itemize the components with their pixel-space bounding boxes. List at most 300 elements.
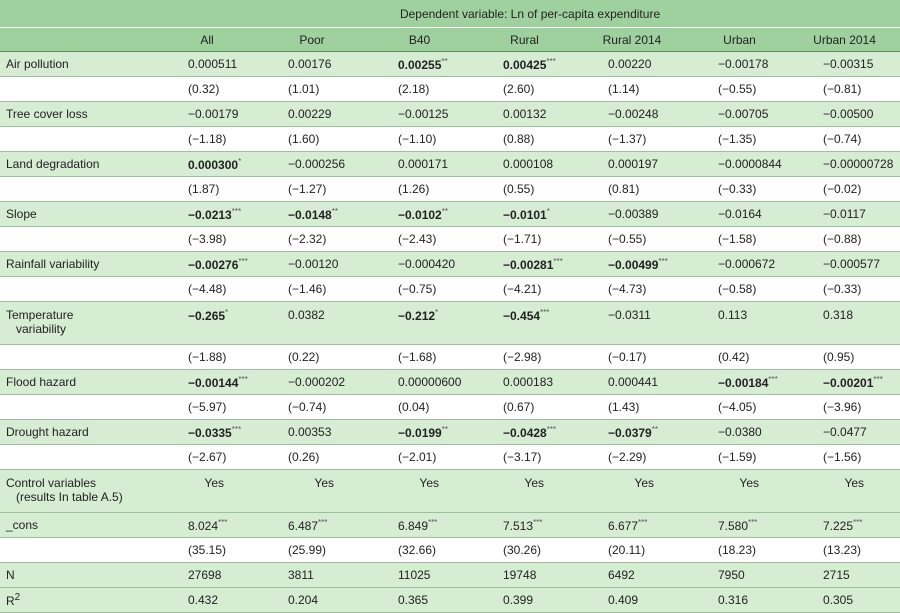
coefficient-cell — [580, 52, 690, 77]
r-squared-cell: 0.399 — [475, 588, 580, 613]
coefficient-row — [0, 370, 900, 395]
coefficient-value: −0.454 — [503, 309, 541, 323]
coefficient-value: −0.0477 — [823, 425, 867, 439]
coefficient-cell — [690, 52, 795, 77]
t-stat-cell: (−4.21) — [475, 277, 580, 302]
coefficient-value: −0.00179 — [188, 107, 239, 121]
coefficient-value: −0.0148 — [288, 207, 332, 222]
t-stat-row — [0, 538, 900, 563]
coefficient-cell — [795, 152, 900, 177]
t-stat-cell: (−1.88) — [160, 345, 260, 370]
t-stat-cell: (−4.05) — [690, 395, 795, 420]
t-stat-cell: (−1.71) — [475, 227, 580, 252]
t-stat-cell: (0.88) — [475, 127, 580, 152]
significance-stars: ** — [441, 424, 448, 434]
control-variables-row — [0, 470, 900, 513]
coefficient-value: −0.0199 — [398, 425, 442, 440]
coefficient-cell — [370, 52, 475, 77]
coefficient-value: 0.000441 — [608, 375, 659, 389]
t-stat-blank — [0, 345, 160, 370]
significance-stars: *** — [231, 424, 242, 434]
coefficient-cell — [580, 513, 690, 538]
observations-cell: 2715 — [795, 563, 900, 588]
coefficient-value: −0.000420 — [398, 257, 456, 271]
t-stat-cell: (25.99) — [260, 538, 370, 563]
t-stat-cell: (−2.32) — [260, 227, 370, 252]
coefficient-value: 6.487 — [288, 518, 319, 533]
r-squared-cell: 0.305 — [795, 588, 900, 613]
column-header-rural: Rural — [475, 28, 580, 52]
row-label-text: Slope — [6, 207, 37, 221]
t-stat-cell: (1.01) — [260, 77, 370, 102]
t-stat-cell: (−3.96) — [795, 395, 900, 420]
coefficient-cell — [260, 252, 370, 277]
coefficient-value: −0.0380 — [718, 425, 762, 439]
coefficient-cell — [795, 513, 900, 538]
t-stat-cell: (0.26) — [260, 445, 370, 470]
coefficient-cell — [795, 52, 900, 77]
observations-row — [0, 563, 900, 588]
coefficient-cell — [475, 302, 580, 345]
t-stat-cell: (−4.48) — [160, 277, 260, 302]
coefficient-value: −0.00184 — [718, 375, 769, 390]
row-label-text: Rainfall variability — [6, 257, 100, 271]
row-label-text: Tree cover loss — [6, 107, 88, 121]
dependent-variable-heading: Dependent variable: Ln of per-capita expenditure — [160, 0, 900, 28]
coefficient-value: −0.00499 — [608, 257, 659, 272]
t-stat-row — [0, 277, 900, 302]
coefficient-value: 0.113 — [718, 308, 748, 322]
column-header-poor: Poor — [260, 28, 370, 52]
t-stat-cell: (30.26) — [475, 538, 580, 563]
t-stat-cell: (0.81) — [580, 177, 690, 202]
observations-cell: 3811 — [260, 563, 370, 588]
coefficient-cell — [475, 202, 580, 227]
coefficient-value: 0.00255 — [398, 57, 442, 72]
coefficient-cell — [690, 102, 795, 127]
coefficient-cell — [475, 370, 580, 395]
coefficient-cell — [370, 420, 475, 445]
t-stat-cell: (13.23) — [795, 538, 900, 563]
coefficient-cell — [370, 513, 475, 538]
observations-cell: 7950 — [690, 563, 795, 588]
t-stat-cell: (−3.17) — [475, 445, 580, 470]
significance-stars: *** — [546, 56, 556, 66]
t-stat-cell: (−1.56) — [795, 445, 900, 470]
row-label-note: (results In table A.5) — [16, 490, 123, 504]
coefficient-value: −0.00281 — [503, 257, 554, 272]
coefficient-cell — [475, 252, 580, 277]
row-label-text: Control variables — [6, 476, 97, 490]
column-header-all: All — [160, 28, 260, 52]
coefficient-value: −0.0102 — [398, 207, 442, 222]
coefficient-cell — [160, 252, 260, 277]
coefficient-cell — [475, 420, 580, 445]
coefficient-cell — [160, 513, 260, 538]
coefficient-cell — [370, 252, 475, 277]
row-label — [0, 252, 160, 277]
observations-cell: 6492 — [580, 563, 690, 588]
significance-stars: * — [238, 156, 242, 166]
significance-stars: *** — [546, 424, 557, 434]
r-squared-cell: 0.204 — [260, 588, 370, 613]
coefficient-value: −0.0335 — [188, 425, 232, 440]
coefficient-value: −0.00500 — [823, 107, 874, 121]
significance-stars: *** — [748, 517, 758, 527]
significance-stars: *** — [638, 517, 648, 527]
coefficient-value: 6.677 — [608, 518, 639, 533]
coefficient-value: 0.00176 — [288, 57, 332, 71]
coefficient-value: 0.00132 — [503, 107, 547, 121]
t-stat-cell: (−0.55) — [580, 227, 690, 252]
coefficient-value: −0.0000844 — [718, 157, 782, 171]
coefficient-cell — [580, 202, 690, 227]
significance-stars: *** — [533, 517, 543, 527]
t-stat-cell: (−2.01) — [370, 445, 475, 470]
coefficient-cell — [370, 302, 475, 345]
control-flag-cell: Yes — [580, 470, 690, 513]
t-stat-cell: (1.43) — [580, 395, 690, 420]
coefficient-cell — [160, 420, 260, 445]
t-stat-cell: (−0.17) — [580, 345, 690, 370]
coefficient-cell — [370, 202, 475, 227]
t-stat-blank — [0, 127, 160, 152]
constant-row — [0, 513, 900, 538]
t-stat-cell: (−1.18) — [160, 127, 260, 152]
row-label-text: Land degradation — [6, 157, 100, 171]
t-stat-blank — [0, 445, 160, 470]
coefficient-value: 0.000197 — [608, 157, 659, 171]
t-stat-cell: (−1.37) — [580, 127, 690, 152]
t-stat-cell: (0.22) — [260, 345, 370, 370]
header-corner-cell — [0, 0, 160, 28]
coefficient-value: 0.00000600 — [398, 375, 462, 389]
header-row-dependent-variable — [0, 0, 900, 28]
coefficient-value: 7.580 — [718, 518, 749, 533]
t-stat-cell: (2.18) — [370, 77, 475, 102]
coefficient-row — [0, 420, 900, 445]
coefficient-value: 0.000171 — [398, 157, 449, 171]
t-stat-cell: (−1.46) — [260, 277, 370, 302]
row-label — [0, 102, 160, 127]
coefficient-value: 0.00220 — [608, 57, 652, 71]
t-stat-cell: (−1.35) — [690, 127, 795, 152]
t-stat-blank — [0, 277, 160, 302]
significance-stars: ** — [441, 56, 448, 66]
row-label-text: Air pollution — [6, 57, 69, 71]
row-label-continuation: variability — [16, 322, 67, 336]
t-stat-cell: (−0.55) — [690, 77, 795, 102]
significance-stars: *** — [853, 517, 863, 527]
t-stat-blank — [0, 77, 160, 102]
coefficient-value: 0.00229 — [288, 107, 332, 121]
significance-stars: *** — [231, 206, 242, 216]
coefficient-cell — [160, 102, 260, 127]
t-stat-cell: (−5.97) — [160, 395, 260, 420]
observations-cell: 11025 — [370, 563, 475, 588]
coefficient-value: 0.000300 — [188, 157, 239, 172]
row-label-superscript: 2 — [14, 592, 21, 603]
row-label — [0, 588, 160, 613]
t-stat-cell: (2.60) — [475, 77, 580, 102]
coefficient-value: −0.0117 — [823, 207, 866, 221]
coefficient-cell — [260, 513, 370, 538]
row-label: N — [0, 563, 160, 588]
coefficient-value: −0.00201 — [823, 375, 874, 390]
coefficient-cell — [795, 302, 900, 345]
t-stat-cell: (−0.33) — [795, 277, 900, 302]
t-stat-cell: (−0.74) — [795, 127, 900, 152]
row-label — [0, 370, 160, 395]
t-stat-cell: (−0.33) — [690, 177, 795, 202]
significance-stars: *** — [540, 308, 550, 317]
coefficient-cell — [260, 202, 370, 227]
observations-cell: 27698 — [160, 563, 260, 588]
coefficient-value: 6.849 — [398, 518, 429, 533]
t-stat-row — [0, 445, 900, 470]
t-stat-cell: (−2.29) — [580, 445, 690, 470]
significance-stars: *** — [318, 517, 328, 527]
t-stat-cell: (−0.74) — [260, 395, 370, 420]
significance-stars: *** — [768, 374, 778, 384]
coefficient-cell — [475, 52, 580, 77]
coefficient-value: −0.00120 — [288, 257, 339, 271]
coefficient-cell — [260, 102, 370, 127]
header-blank-cell — [0, 28, 160, 52]
control-flag-cell: Yes — [475, 470, 580, 513]
coefficient-cell — [795, 420, 900, 445]
coefficient-cell — [690, 513, 795, 538]
control-flag-cell: Yes — [795, 470, 900, 513]
t-stat-cell: (−0.75) — [370, 277, 475, 302]
t-stat-cell: (−4.73) — [580, 277, 690, 302]
t-stat-row — [0, 127, 900, 152]
t-stat-cell: (−1.68) — [370, 345, 475, 370]
coefficient-value: −0.000202 — [288, 375, 346, 389]
t-stat-cell: (0.55) — [475, 177, 580, 202]
coefficient-row — [0, 152, 900, 177]
t-stat-cell: (−0.88) — [795, 227, 900, 252]
coefficient-cell — [475, 152, 580, 177]
column-header-rural-2014: Rural 2014 — [580, 28, 690, 52]
observations-cell: 19748 — [475, 563, 580, 588]
coefficient-value: −0.00276 — [188, 257, 239, 272]
r-squared-cell: 0.409 — [580, 588, 690, 613]
coefficient-cell — [260, 152, 370, 177]
coefficient-value: −0.0101 — [503, 207, 547, 222]
t-stat-cell: (0.32) — [160, 77, 260, 102]
coefficient-value: −0.00178 — [718, 57, 769, 71]
row-label — [0, 52, 160, 77]
t-stat-cell: (1.87) — [160, 177, 260, 202]
coefficient-cell — [260, 420, 370, 445]
r-squared-row — [0, 588, 900, 613]
t-stat-cell: (32.66) — [370, 538, 475, 563]
t-stat-row — [0, 227, 900, 252]
coefficient-cell — [690, 370, 795, 395]
coefficient-value: −0.00144 — [188, 375, 239, 390]
t-stat-cell: (0.04) — [370, 395, 475, 420]
coefficient-value: 0.0382 — [288, 308, 325, 322]
coefficient-value: −0.265 — [188, 309, 226, 323]
t-stat-cell: (−0.81) — [795, 77, 900, 102]
coefficient-cell — [690, 302, 795, 345]
coefficient-value: 7.225 — [823, 518, 854, 533]
t-stat-cell: (18.23) — [690, 538, 795, 563]
coefficient-cell — [260, 302, 370, 345]
t-stat-blank — [0, 227, 160, 252]
row-label — [0, 202, 160, 227]
t-stat-cell: (−3.98) — [160, 227, 260, 252]
coefficient-value: 0.00425 — [503, 57, 547, 72]
significance-stars: *** — [238, 256, 248, 266]
t-stat-blank — [0, 177, 160, 202]
column-header-b40: B40 — [370, 28, 475, 52]
t-stat-cell: (−1.59) — [690, 445, 795, 470]
significance-stars: ** — [651, 424, 658, 434]
row-label-text: R — [6, 594, 15, 608]
row-label: _cons — [0, 513, 160, 538]
t-stat-row — [0, 77, 900, 102]
coefficient-value: 0.318 — [823, 308, 854, 322]
t-stat-cell: (0.67) — [475, 395, 580, 420]
t-stat-cell: (−1.58) — [690, 227, 795, 252]
coefficient-cell — [370, 152, 475, 177]
coefficient-value: −0.00000728 — [823, 157, 894, 171]
coefficient-row — [0, 252, 900, 277]
coefficient-value: −0.0213 — [188, 207, 232, 222]
coefficient-cell — [795, 252, 900, 277]
t-stat-cell: (20.11) — [580, 538, 690, 563]
t-stat-cell: (−1.10) — [370, 127, 475, 152]
coefficient-row — [0, 202, 900, 227]
coefficient-cell — [160, 202, 260, 227]
r-squared-cell: 0.316 — [690, 588, 795, 613]
t-stat-cell: (0.42) — [690, 345, 795, 370]
t-stat-row — [0, 177, 900, 202]
coefficient-cell — [690, 252, 795, 277]
coefficient-value: −0.000256 — [288, 157, 346, 171]
coefficient-cell — [160, 302, 260, 345]
coefficient-value: −0.00315 — [823, 57, 874, 71]
r-squared-cell: 0.432 — [160, 588, 260, 613]
t-stat-cell: (1.60) — [260, 127, 370, 152]
t-stat-cell: (−1.27) — [260, 177, 370, 202]
row-label-text: Flood hazard — [6, 375, 77, 389]
t-stat-cell: (1.26) — [370, 177, 475, 202]
r-squared-cell: 0.365 — [370, 588, 475, 613]
significance-stars: * — [435, 308, 439, 317]
t-stat-cell: (−2.98) — [475, 345, 580, 370]
significance-stars: * — [546, 206, 550, 216]
column-header-urban-2014: Urban 2014 — [795, 28, 900, 52]
control-flag-cell: Yes — [160, 470, 260, 513]
coefficient-cell — [580, 102, 690, 127]
coefficient-value: 8.024 — [188, 518, 219, 533]
coefficient-value: 0.000183 — [503, 375, 554, 389]
t-stat-cell: (−0.02) — [795, 177, 900, 202]
coefficient-cell — [795, 102, 900, 127]
t-stat-cell: (0.95) — [795, 345, 900, 370]
coefficient-cell — [160, 52, 260, 77]
coefficient-value: −0.000577 — [823, 257, 881, 271]
coefficient-cell — [690, 152, 795, 177]
significance-stars: *** — [428, 517, 438, 527]
coefficient-cell — [580, 252, 690, 277]
header-row-columns — [0, 28, 900, 52]
coefficient-cell — [370, 370, 475, 395]
coefficient-value: −0.0379 — [608, 425, 652, 440]
coefficient-value: 0.000511 — [188, 57, 238, 71]
row-label — [0, 302, 160, 345]
t-stat-cell: (35.15) — [160, 538, 260, 563]
t-stat-cell: (−2.43) — [370, 227, 475, 252]
coefficient-cell — [580, 302, 690, 345]
row-label — [0, 470, 160, 513]
significance-stars: * — [225, 308, 229, 317]
coefficient-cell — [690, 202, 795, 227]
significance-stars: *** — [553, 256, 563, 266]
coefficient-value: −0.212 — [398, 309, 436, 323]
control-flag-cell: Yes — [260, 470, 370, 513]
coefficient-cell — [475, 102, 580, 127]
significance-stars: *** — [658, 256, 668, 266]
coefficient-row — [0, 102, 900, 127]
coefficient-cell — [160, 370, 260, 395]
coefficient-cell — [690, 420, 795, 445]
control-flag-cell: Yes — [370, 470, 475, 513]
coefficient-value: −0.00125 — [398, 107, 449, 121]
control-flag-cell: Yes — [690, 470, 795, 513]
coefficient-value: −0.00248 — [608, 107, 659, 121]
coefficient-value: 0.00353 — [288, 425, 332, 439]
coefficient-cell — [160, 152, 260, 177]
t-stat-cell: (1.14) — [580, 77, 690, 102]
coefficient-value: −0.0311 — [608, 308, 651, 322]
t-stat-blank — [0, 395, 160, 420]
coefficient-cell — [580, 370, 690, 395]
t-stat-row — [0, 395, 900, 420]
coefficient-value: −0.00705 — [718, 107, 769, 121]
coefficient-cell — [580, 152, 690, 177]
row-label-text: Temperature — [6, 308, 74, 322]
t-stat-cell: (−0.58) — [690, 277, 795, 302]
coefficient-cell — [795, 202, 900, 227]
coefficient-cell — [370, 102, 475, 127]
coefficient-row — [0, 302, 900, 345]
t-stat-row — [0, 345, 900, 370]
coefficient-value: −0.000672 — [718, 257, 776, 271]
coefficient-value: −0.0428 — [503, 425, 547, 440]
t-stat-blank — [0, 538, 160, 563]
coefficient-cell — [795, 370, 900, 395]
row-label-text: Drought hazard — [6, 425, 89, 439]
significance-stars: ** — [441, 206, 448, 216]
significance-stars: *** — [238, 374, 248, 384]
significance-stars: *** — [218, 517, 228, 527]
t-stat-cell: (−2.67) — [160, 445, 260, 470]
coefficient-cell — [260, 52, 370, 77]
coefficient-cell — [580, 420, 690, 445]
row-label — [0, 420, 160, 445]
row-label — [0, 152, 160, 177]
column-header-urban: Urban — [690, 28, 795, 52]
coefficient-value: −0.0164 — [718, 207, 762, 221]
coefficient-row — [0, 52, 900, 77]
coefficient-value: −0.00389 — [608, 207, 659, 221]
significance-stars: *** — [873, 374, 883, 384]
coefficient-value: 7.513 — [503, 518, 534, 533]
